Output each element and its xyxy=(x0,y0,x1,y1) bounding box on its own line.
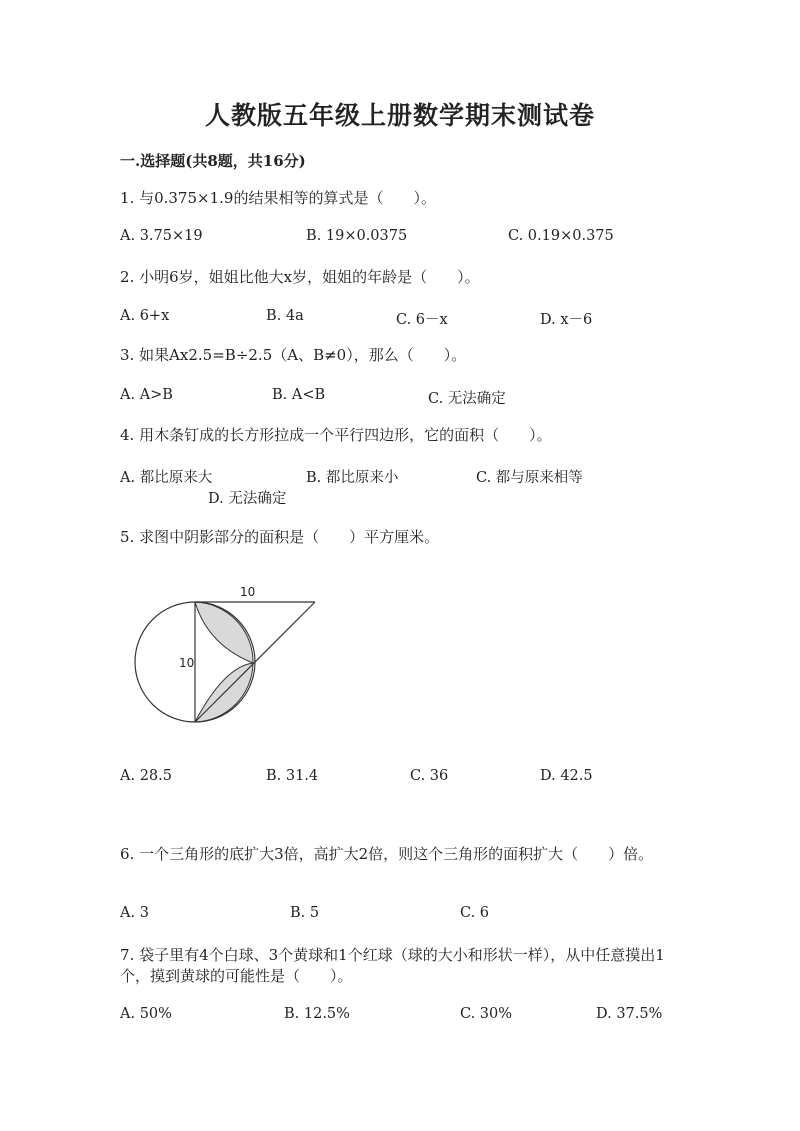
question-3: 3. 如果Ax2.5=B÷2.5（A、B≠0），那么（ ）。 xyxy=(120,346,467,364)
question-6: 6. 一个三角形的底扩大3倍，高扩大2倍，则这个三角形的面积扩大（ ）倍。 xyxy=(120,845,654,863)
q4-option-a: A. 都比原来大 xyxy=(120,470,213,486)
question-7: 7. 袋子里有4个白球、3个黄球和1个红球（球的大小和形状一样），从中任意摸出1个，摸到黄球的可能性是（ ）。 xyxy=(120,946,665,985)
q3-option-a: A. A>B xyxy=(120,387,173,403)
section-heading: 一.选择题(共8题，共16分) xyxy=(120,152,306,170)
q2-option-a: A. 6+x xyxy=(120,308,170,324)
q7-option-b: B. 12.5% xyxy=(284,1006,350,1022)
q6-option-a: A. 3 xyxy=(120,905,149,921)
q6-option-c: C. 6 xyxy=(460,905,490,921)
q4-option-c: C. 都与原来相等 xyxy=(476,470,583,486)
q4-option-d: D. 无法确定 xyxy=(208,491,287,507)
q5-option-c: C. 36 xyxy=(410,768,449,784)
q3-option-c: C. 无法确定 xyxy=(428,391,506,407)
q1-option-b: B. 19×0.0375 xyxy=(306,228,408,244)
q4-option-b: B. 都比原来小 xyxy=(306,470,399,486)
top-length-label: 10 xyxy=(240,585,256,599)
q1-option-c: C. 0.19×0.375 xyxy=(508,228,614,244)
q7-option-d: D. 37.5% xyxy=(596,1006,663,1022)
q7-option-a: A. 50% xyxy=(120,1006,172,1022)
q5-option-d: D. 42.5 xyxy=(540,768,593,784)
page-title: 人教版五年级上册数学期末测试卷 xyxy=(204,101,595,130)
q3-option-b: B. A<B xyxy=(272,387,326,403)
question-2: 2. 小明6岁，姐姐比他大x岁，姐姐的年龄是（ ）。 xyxy=(120,268,480,286)
q2-option-d: D. x－6 xyxy=(540,312,593,328)
q7-option-c: C. 30% xyxy=(460,1006,513,1022)
q1-option-a: A. 3.75×19 xyxy=(120,228,203,244)
shaded-lune-upper xyxy=(195,602,253,663)
q5-figure xyxy=(120,575,330,735)
question-5: 5. 求图中阴影部分的面积是（ ）平方厘米。 xyxy=(120,528,440,546)
q5-option-b: B. 31.4 xyxy=(266,768,319,784)
q6-option-b: B. 5 xyxy=(290,905,320,921)
q2-option-c: C. 6－x xyxy=(396,312,448,328)
q2-option-b: B. 4a xyxy=(266,308,304,324)
question-4: 4. 用木条钉成的长方形拉成一个平行四边形，它的面积（ ）。 xyxy=(120,426,552,444)
question-1: 1. 与0.375×1.9的结果相等的算式是（ ）。 xyxy=(120,189,436,207)
q5-option-a: A. 28.5 xyxy=(120,768,172,784)
side-length-label: 10 xyxy=(179,656,195,670)
